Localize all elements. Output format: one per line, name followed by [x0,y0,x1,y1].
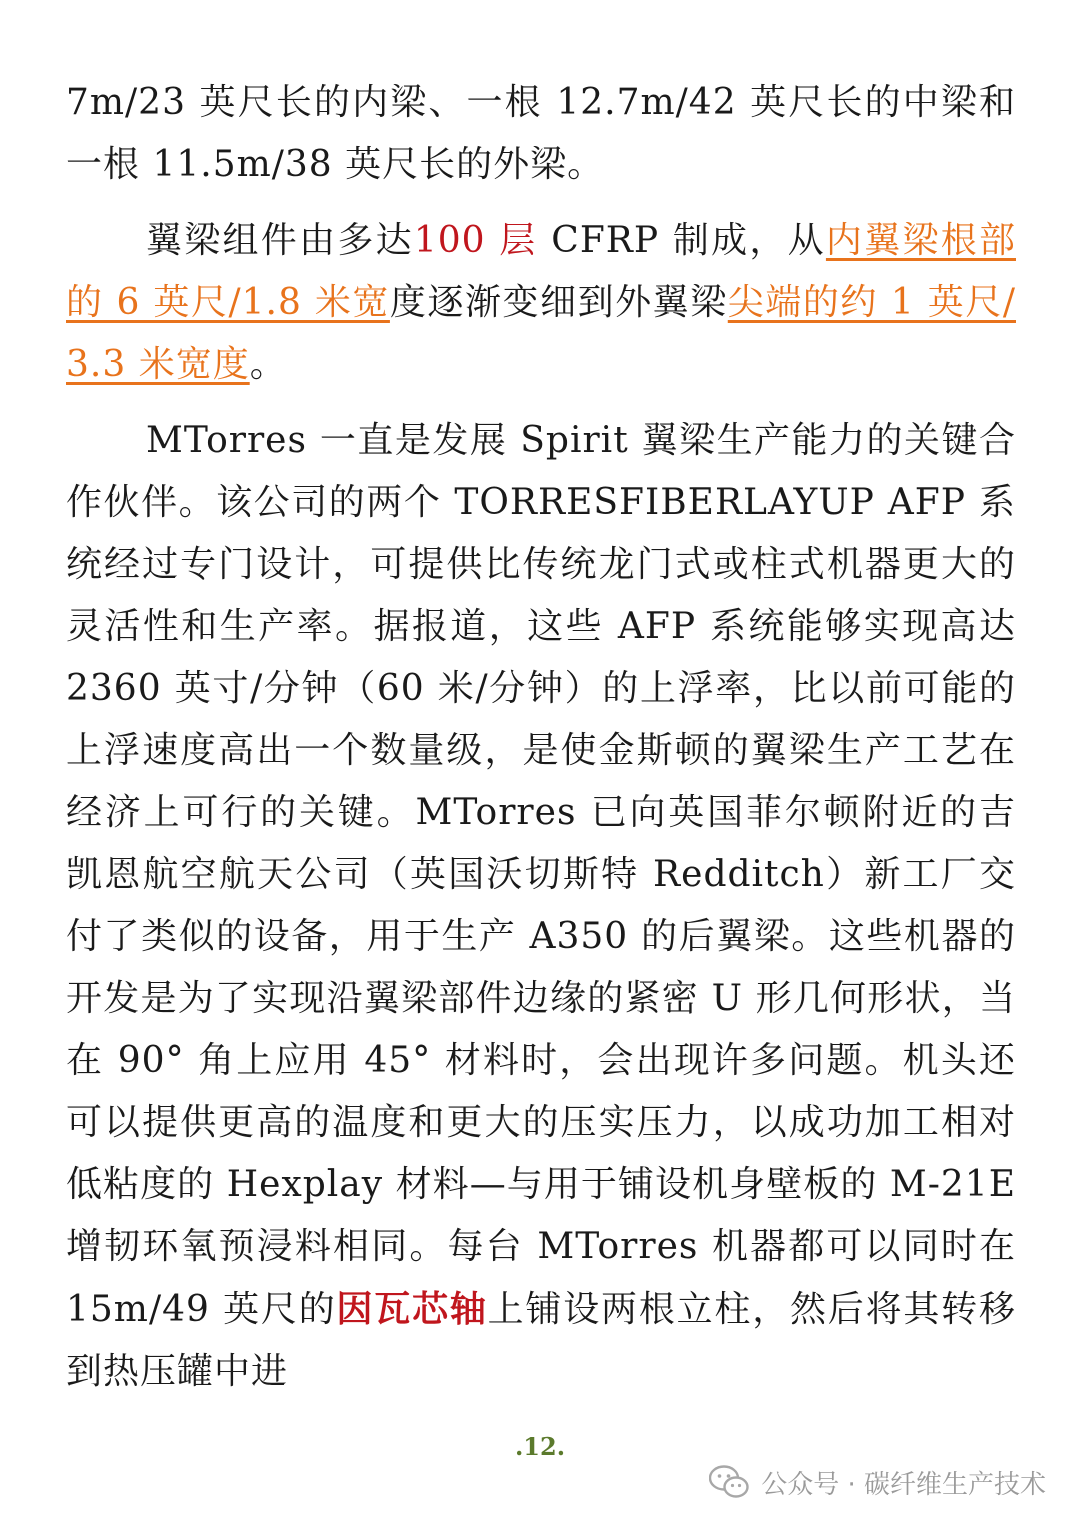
layer-count-highlight: 100 层 [413,220,538,261]
paragraph-3-text-2: 上铺设两根立柱，然后将其转移到热压罐中进 [66,1289,1016,1392]
paragraph-3-text-1: MTorres 一直是发展 Spirit 翼梁生产能力的关键合作伙伴。该公司的两个 TORRESFIBERLAYUP AFP 系统经过专门设计，可提供比传统龙门式或柱式机器更大的灵活性和生产率。据报道，这些 AFP 系统能够实现高达 2360 英寸/分钟（60 米/分钟）的上浮率，比以前可能的上浮速度高出一个数量级，是使金斯顿的翼梁生产工艺在经济上可行的关键。MTorres 已向英国菲尔顿附近的吉凯恩航空航天公司（英国沃切斯特 Redditch）新工厂交付了类似的设备，用于生产 A350 的后翼梁。这些机器的开发是为了实现沿翼梁部件边缘的紧密 U 形几何形状，当在 90° 角上应用 45° 材料时，会出现许多问题。机头还可以提供更高的温度和更大的压实压力，以成功加工相对低粘度的 Hexplay 材料—与用于铺设机身壁板的 M-21E 增韧环氧预浸料相同。每台 MTorres 机器都可以同时在 15m/49 英尺的 [66,420,1016,1330]
paragraph-2-text-1: 翼梁组件由多达 [146,220,414,261]
page-number: .12. [514,1432,566,1461]
wechat-icon [709,1465,749,1499]
paragraph-2-text-4: 。 [249,344,287,385]
paragraph-2-text-3: 度逐渐变细到外翼梁 [389,282,728,323]
paragraph-1 [66,72,1016,196]
paragraph-2-text-2: CFRP 制成，从 [537,220,826,261]
paragraph-2 [66,210,1016,396]
root-width-link[interactable]: 内翼梁根部的 6 英尺/1.8 米宽 [66,220,1016,323]
watermark [709,1460,1046,1504]
paragraph-1-text: 7m/23 英尺长的内梁、一根 12.7m/42 英尺长的中梁和一根 11.5m/38 英尺长的外梁。 [66,82,1016,185]
watermark-text: 公众号 · 碳纤维生产技术 [761,1469,1046,1500]
invar-mandrel-highlight: 因瓦芯轴 [336,1288,488,1330]
tip-width-link[interactable]: 尖端的约 1 英尺/3.3 米宽度 [66,282,1016,385]
paragraph-3 [66,410,1016,1403]
